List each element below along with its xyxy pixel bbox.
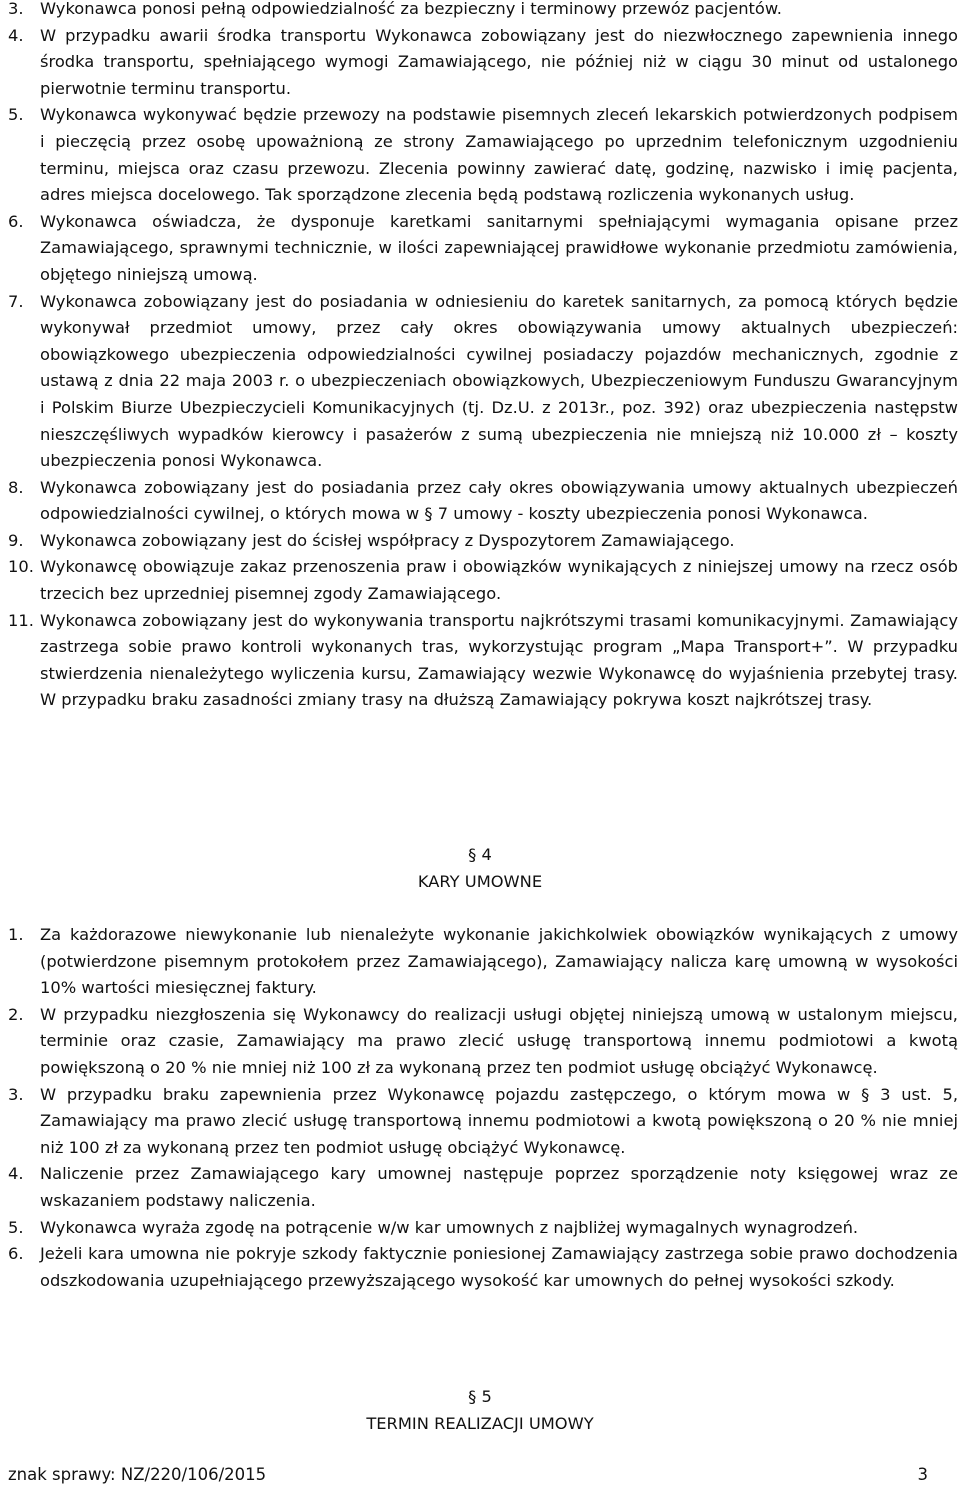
item-number: 4. xyxy=(8,1164,24,1184)
section-heading xyxy=(0,842,960,895)
item-text: Wykonawcę obowiązuje zakaz przenoszenia praw i obowiązków wynikających z niniejszej umowy na rzecz osób trzecich bez uprzedniej pisemnej zgody Zamawiającego. xyxy=(40,557,958,604)
item-text: W przypadku niezgłoszenia się Wykonawcy do realizacji usługi objętej niniejszą umową w ustalonym miejscu, terminie oraz czasie, Zamawiający ma prawo zlecić usługę transportową innemu podmiotowi a kwotą powiększoną o 20 % nie mniej niż 100 zł za wykonaną przez ten podmiot usługę obciążyć Wykonawcę. xyxy=(40,1004,958,1077)
list-item xyxy=(8,1082,958,1162)
section-title: KARY UMOWNE xyxy=(417,871,543,891)
item-number: 2. xyxy=(8,1004,24,1024)
item-number: 1. xyxy=(8,925,24,944)
list-item xyxy=(8,554,958,607)
list-item xyxy=(8,1002,958,1082)
list-item xyxy=(8,1161,958,1214)
item-text: W przypadku awarii środka transportu Wykonawca zobowiązany jest do niezwłocznego zapewnienia innego środka transportu, spełniającego wymogi Zamawiającego, nie później niż w ciągu 30 minut od ustalonego pierwotnie terminu transportu. xyxy=(40,25,958,98)
list-item xyxy=(8,528,958,555)
list-item xyxy=(8,0,958,23)
item-number: 3. xyxy=(8,1084,24,1104)
item-number: 7. xyxy=(8,291,24,311)
item-text: Wykonawca zobowiązany jest do posiadania przez cały okres obowiązywania umowy aktualnych ubezpieczeń odpowiedzialności cywilnej, o których mowa w § 7 umowy - koszty ubezpieczenia ponosi Wykonawca. xyxy=(40,477,958,524)
item-text: Wykonawca wykonywać będzie przewozy na podstawie pisemnych zleceń lekarskich potwierdzonych podpisem i pieczęcią przez osobę upoważnioną ze strony Zamawiającego po uprzednim telefonicznym uzgodnieniu terminu, miejsca oraz czasu przewozu. Zlecenia powinny zawierać datę, godzinę, nazwisko i imię pacjenta, adres miejsca docelowego. Tak sporządzone zlecenia będą podstawą rozliczenia wykonanych usług. xyxy=(40,105,958,205)
item-text: Wykonawca ponosi pełną odpowiedzialność za bezpieczny i terminowy przewóz pacjentów. xyxy=(40,0,782,18)
item-number: 5. xyxy=(8,1217,24,1237)
list-item xyxy=(8,23,958,103)
item-text: Wykonawca oświadcza, że dysponuje karetkami sanitarnymi spełniającymi wymagania opisane przez Zamawiającego, sprawnymi technicznie, w ilości zapewniającej prawidłowe wykonanie przedmiotu zamówienia, objętego niniejszą umową. xyxy=(40,211,958,284)
penalties-list xyxy=(8,922,958,1294)
section-number: § 4 xyxy=(468,845,492,864)
item-number: 4. xyxy=(8,25,24,45)
item-text: Wykonawca zobowiązany jest do ścisłej współpracy z Dyspozytorem Zamawiającego. xyxy=(40,530,735,550)
item-number: 11. xyxy=(8,610,34,630)
item-text: Wykonawca zobowiązany jest do wykonywania transportu najkrótszymi trasami komunikacyjnymi. Zamawiający zastrzega sobie prawo kontroli wykonanych tras, wykorzystując program „Mapa Transport+”. W przypadku stwierdzenia nienależytego wyliczenia kursu, Zamawiający wezwie Wykonawcę do wyjaśnienia przebytej trasy. W przypadku braku zasadności zmiany trasy na dłuższą Zamawiający pokrywa koszt najkrótszej trasy. xyxy=(40,610,958,710)
item-text: Wykonawca zobowiązany jest do posiadania w odniesieniu do karetek sanitarnych, za pomocą których będzie wykonywał przedmiot umowy, przez cały okres obowiązywania umowy aktualnych ubezpieczeń: obowiązkowego ubezpieczenia odpowiedzialności cywilnej posiadaczy pojazdów mechanicznych, zgodnie z ustawą z dnia 22 maja 2003 r. o ubezpieczeniach obowiązkowych, Ubezpieczeniowym Funduszu Gwarancyjnym i Polskim Biurze Ubezpieczycieli Komunikacyjnych (tj. Dz.U. z 2013r., poz. 392) oraz ubezpieczenia następstw nieszczęśliwych wypadków kierowcy i pasażerów z sumą ubezpieczenia nie mniejszą niż 10.000 zł – koszty ubezpieczenia ponosi Wykonawca. xyxy=(40,291,958,471)
item-number: 6. xyxy=(8,211,24,231)
item-text: Wykonawca wyraża zgodę na potrącenie w/w kar umownych z najbliżej wymagalnych wynagrodzeń. xyxy=(40,1217,859,1237)
section-heading xyxy=(0,1384,960,1437)
item-number: 9. xyxy=(8,530,24,550)
item-text: Jeżeli kara umowna nie pokryje szkody faktycznie poniesionej Zamawiający zastrzega sobie prawo dochodzenia odszkodowania uzupełniającego przewyższającego wysokość kar umownych do pełnej wysokości szkody. xyxy=(40,1244,958,1290)
item-number: 8. xyxy=(8,477,24,497)
list-item xyxy=(8,289,958,475)
item-text: W przypadku braku zapewnienia przez Wykonawcę pojazdu zastępczego, o którym mowa w § 3 ust. 5, Zamawiający ma prawo zlecić usługę transportową innemu podmiotowi a kwotą powiększoną o 20 % nie mniej niż 100 zł za wykonaną przez ten podmiot usługę obciążyć Wykonawcę. xyxy=(40,1084,958,1157)
item-text: Za każdorazowe niewykonanie lub nienależyte wykonanie jakichkolwiek obowiązków wynikających z umowy (potwierdzone pisemnym protokołem przez Zamawiającego), Zamawiający nalicza karę umowną w wysokości 10% wartości miesięcznej faktury. xyxy=(40,925,958,998)
case-reference: znak sprawy: NZ/220/106/2015 xyxy=(8,1465,267,1484)
list-item xyxy=(8,608,958,714)
list-item xyxy=(8,102,958,208)
item-number: 3. xyxy=(8,0,24,18)
page-number: 3 xyxy=(917,1465,928,1484)
section-title: TERMIN REALIZACJI UMOWY xyxy=(366,1413,594,1433)
list-item xyxy=(8,1241,958,1294)
list-item xyxy=(8,1215,958,1242)
item-number: 5. xyxy=(8,105,24,125)
section-number: § 5 xyxy=(468,1387,492,1406)
item-number: 10. xyxy=(8,557,34,577)
list-item xyxy=(8,922,958,1002)
item-text: Naliczenie przez Zamawiającego kary umownej następuje poprzez sporządzenie noty księgowej wraz ze wskazaniem podstawy naliczenia. xyxy=(40,1164,958,1210)
page-footer xyxy=(8,1462,928,1488)
item-number: 6. xyxy=(8,1244,24,1264)
list-item xyxy=(8,475,958,528)
obligations-list xyxy=(8,0,958,714)
list-item xyxy=(8,209,958,289)
